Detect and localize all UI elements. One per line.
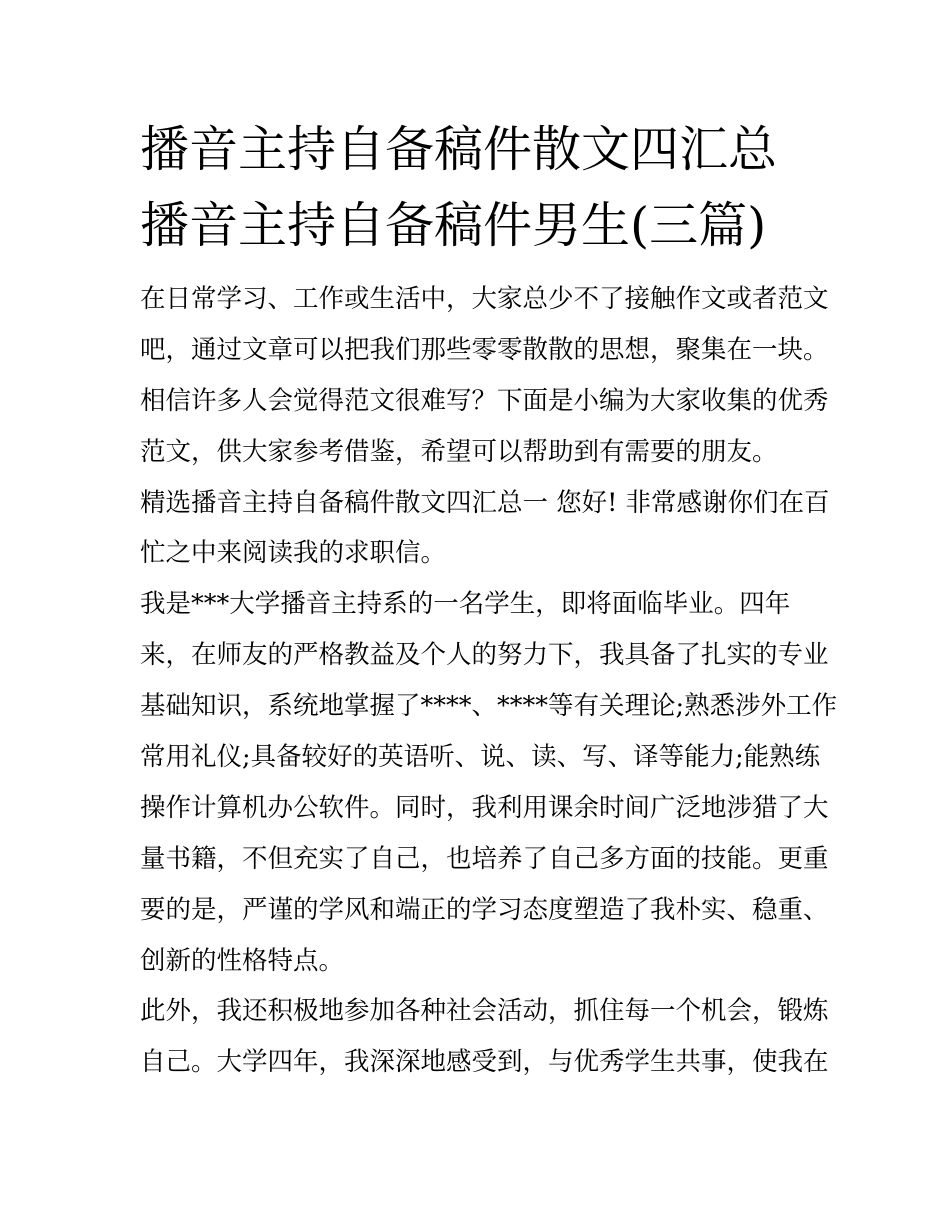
text-line: 我是***大学播音主持系的一名学生，即将面临毕业。四年 [140, 589, 791, 620]
text-line: 量书籍，不但充实了自己，也培养了自己多方面的技能。更重 [140, 843, 829, 874]
text-line: 来，在师友的严格教益及个人的努力下，我具备了扎实的专业 [140, 640, 829, 671]
title-line-2: 播音主持自备稿件男生(三篇) [140, 197, 767, 254]
paragraph-greeting [140, 478, 830, 580]
text-line: 此外，我还积极地参加各种社会活动，抓住每一个机会，锻炼 [140, 996, 829, 1027]
text-line: 操作计算机办公软件。同时，我利用课余时间广泛地涉猎了大 [140, 792, 829, 823]
text-line: 在日常学习、工作或生活中，大家总少不了接触作文或者范文 [140, 284, 829, 314]
text-line: 相信许多人会觉得范文很难写？下面是小编为大家收集的优秀 [140, 385, 829, 416]
text-line: 创新的性格特点。 [140, 945, 345, 976]
text-line: 基础知识，系统地掌握了****、****等有关理论;熟悉涉外工作 [140, 691, 838, 722]
text-line: 自己。大学四年，我深深地感受到，与优秀学生共事，使我在 [140, 1047, 829, 1078]
paragraph-background [140, 579, 838, 986]
document-title [140, 112, 830, 264]
text-line: 要的是，严谨的学风和端正的学习态度塑造了我朴实、稳重、 [140, 894, 829, 925]
text-line: 吧，通过文章可以把我们那些零零散散的思想，聚集在一块。 [140, 334, 829, 365]
title-line-1: 播音主持自备稿件散文四汇总 [140, 121, 778, 178]
paragraph-activities [140, 986, 830, 1088]
text-line: 常用礼仪;具备较好的英语听、说、读、写、译等能力;能熟练 [140, 742, 821, 773]
document-body [140, 274, 838, 1088]
text-line: 忙之中来阅读我的求职信。 [140, 538, 447, 569]
paragraph-intro [140, 274, 830, 478]
text-line: 范文，供大家参考借鉴，希望可以帮助到有需要的朋友。 [140, 436, 778, 467]
text-line: 精选播音主持自备稿件散文四汇总一 您好! 非常感谢你们在百 [140, 487, 830, 518]
